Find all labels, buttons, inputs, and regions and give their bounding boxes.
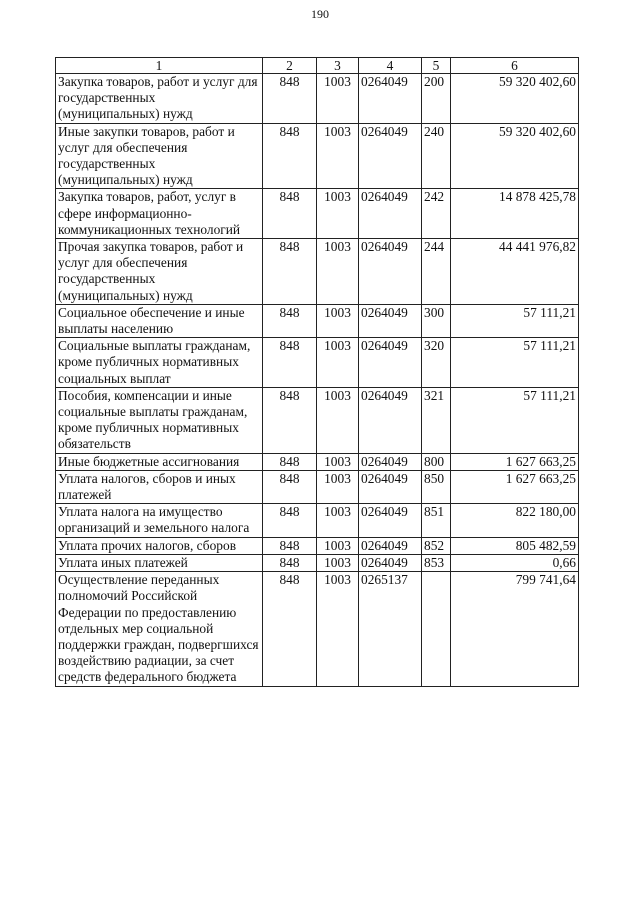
row-amount-cell: 44 441 976,82: [451, 239, 579, 305]
row-amount-cell: 1 627 663,25: [451, 453, 579, 470]
row-name-cell: Уплата иных платежей: [56, 554, 263, 571]
row-section-code-cell: 1003: [317, 554, 359, 571]
row-section-code-cell: 1003: [317, 189, 359, 239]
row-section-code-cell: 1003: [317, 537, 359, 554]
header-row: [56, 58, 579, 74]
table-row: [56, 504, 579, 537]
row-amount-cell: 57 111,21: [451, 387, 579, 453]
row-target-code-cell: 0264049: [359, 554, 422, 571]
table-row: [56, 537, 579, 554]
row-expense-type-cell: 321: [422, 387, 451, 453]
row-section-code-cell: 1003: [317, 453, 359, 470]
row-name-cell: Иные закупки товаров, работ и услуг для обеспечения государственных (муниципальных) нужд: [56, 123, 263, 189]
table-row: [56, 74, 579, 124]
table-row: [56, 338, 579, 388]
table-row: [56, 554, 579, 571]
row-target-code-cell: 0264049: [359, 239, 422, 305]
table-row: [56, 123, 579, 189]
row-expense-type-cell: 244: [422, 239, 451, 305]
row-expense-type-cell: 850: [422, 470, 451, 503]
row-section-code-cell: 1003: [317, 239, 359, 305]
row-target-code-cell: 0264049: [359, 504, 422, 537]
column-header: 6: [451, 58, 579, 74]
row-target-code-cell: 0265137: [359, 572, 422, 686]
row-admin-code-cell: 848: [263, 304, 317, 337]
row-admin-code-cell: 848: [263, 554, 317, 571]
row-admin-code-cell: 848: [263, 537, 317, 554]
row-target-code-cell: 0264049: [359, 387, 422, 453]
table-row: [56, 387, 579, 453]
row-admin-code-cell: 848: [263, 572, 317, 686]
row-section-code-cell: 1003: [317, 74, 359, 124]
row-name-cell: Закупка товаров, работ, услуг в сфере информационно-коммуникационных технологий: [56, 189, 263, 239]
row-amount-cell: 805 482,59: [451, 537, 579, 554]
row-admin-code-cell: 848: [263, 123, 317, 189]
row-name-cell: Уплата налогов, сборов и иных платежей: [56, 470, 263, 503]
row-name-cell: Закупка товаров, работ и услуг для государственных (муниципальных) нужд: [56, 74, 263, 124]
table-row: [56, 239, 579, 305]
row-name-cell: Осуществление переданных полномочий Российской Федерации по предоставлению отдельных мер социальной поддержки граждан, подвергшихся воздействию радиации, за счет средств федерального бюджета: [56, 572, 263, 686]
row-admin-code-cell: 848: [263, 470, 317, 503]
row-expense-type-cell: 242: [422, 189, 451, 239]
row-expense-type-cell: [422, 572, 451, 686]
row-section-code-cell: 1003: [317, 470, 359, 503]
row-name-cell: Прочая закупка товаров, работ и услуг для обеспечения государственных (муниципальных) нужд: [56, 239, 263, 305]
row-expense-type-cell: 800: [422, 453, 451, 470]
table-row: [56, 189, 579, 239]
row-name-cell: Иные бюджетные ассигнования: [56, 453, 263, 470]
row-name-cell: Уплата прочих налогов, сборов: [56, 537, 263, 554]
row-section-code-cell: 1003: [317, 387, 359, 453]
table-row: [56, 453, 579, 470]
row-admin-code-cell: 848: [263, 189, 317, 239]
row-admin-code-cell: 848: [263, 239, 317, 305]
page-number: 190: [311, 7, 329, 21]
row-section-code-cell: 1003: [317, 304, 359, 337]
row-amount-cell: 822 180,00: [451, 504, 579, 537]
row-amount-cell: 57 111,21: [451, 304, 579, 337]
row-admin-code-cell: 848: [263, 453, 317, 470]
row-section-code-cell: 1003: [317, 572, 359, 686]
row-target-code-cell: 0264049: [359, 470, 422, 503]
row-amount-cell: 59 320 402,60: [451, 123, 579, 189]
row-target-code-cell: 0264049: [359, 304, 422, 337]
row-expense-type-cell: 200: [422, 74, 451, 124]
row-expense-type-cell: 853: [422, 554, 451, 571]
row-amount-cell: 57 111,21: [451, 338, 579, 388]
column-header: 1: [56, 58, 263, 74]
row-amount-cell: 1 627 663,25: [451, 470, 579, 503]
row-section-code-cell: 1003: [317, 338, 359, 388]
row-expense-type-cell: 320: [422, 338, 451, 388]
row-amount-cell: 799 741,64: [451, 572, 579, 686]
row-target-code-cell: 0264049: [359, 189, 422, 239]
column-header: 3: [317, 58, 359, 74]
row-expense-type-cell: 851: [422, 504, 451, 537]
row-admin-code-cell: 848: [263, 504, 317, 537]
row-name-cell: Пособия, компенсации и иные социальные выплаты гражданам, кроме публичных нормативных обязательств: [56, 387, 263, 453]
row-admin-code-cell: 848: [263, 74, 317, 124]
row-amount-cell: 0,66: [451, 554, 579, 571]
column-header: 2: [263, 58, 317, 74]
row-amount-cell: 14 878 425,78: [451, 189, 579, 239]
column-header: 4: [359, 58, 422, 74]
budget-table: [55, 57, 579, 687]
table-row: [56, 572, 579, 686]
row-admin-code-cell: 848: [263, 338, 317, 388]
table-row: [56, 470, 579, 503]
row-name-cell: Социальные выплаты гражданам, кроме публичных нормативных социальных выплат: [56, 338, 263, 388]
row-name-cell: Уплата налога на имущество организаций и земельного налога: [56, 504, 263, 537]
table-row: [56, 304, 579, 337]
column-header: 5: [422, 58, 451, 74]
row-expense-type-cell: 300: [422, 304, 451, 337]
row-target-code-cell: 0264049: [359, 123, 422, 189]
row-target-code-cell: 0264049: [359, 74, 422, 124]
row-admin-code-cell: 848: [263, 387, 317, 453]
row-section-code-cell: 1003: [317, 504, 359, 537]
row-target-code-cell: 0264049: [359, 537, 422, 554]
row-name-cell: Социальное обеспечение и иные выплаты населению: [56, 304, 263, 337]
row-target-code-cell: 0264049: [359, 453, 422, 470]
row-expense-type-cell: 240: [422, 123, 451, 189]
row-target-code-cell: 0264049: [359, 338, 422, 388]
row-expense-type-cell: 852: [422, 537, 451, 554]
row-amount-cell: 59 320 402,60: [451, 74, 579, 124]
row-section-code-cell: 1003: [317, 123, 359, 189]
